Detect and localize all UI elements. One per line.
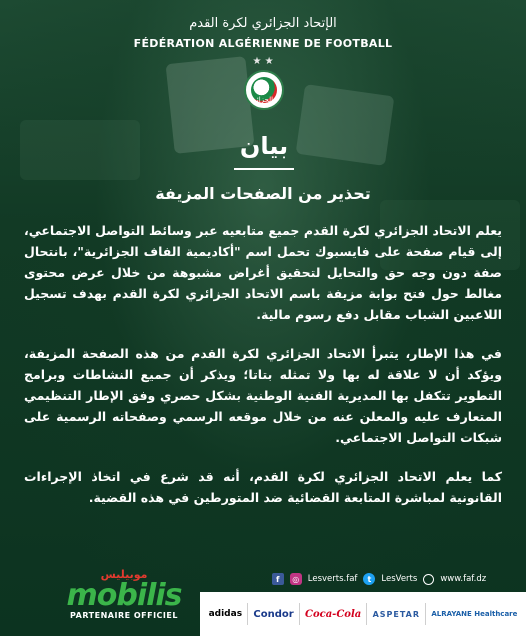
logo-caption: الجزائر (252, 96, 274, 104)
facebook-icon[interactable]: f (272, 573, 284, 585)
sponsor-alrayane: ALRAYANE Healthcare (431, 610, 518, 618)
twitter-icon[interactable]: t (363, 573, 375, 585)
statement-paragraph: في هذا الإطار، يتبرأ الاتحاد الجزائري لكرة القدم من هذه الصفحة المزيفة، ويؤكد أن لا علاقة له بها ولا تمثله بتاتا؛ ويذكر أن جميع النشاطات وبرامج التطوير تتكفل بها المديرية الفنية الوطنية بشكل حصري وفق الإطار التنظيمي المتعارف عليه والمعلن عنه من خلال موقعه الرسمي وصفحاته الرسمية على شبكات التواصل الاجتماعي. (24, 346, 502, 445)
divider (425, 603, 426, 625)
federation-name-french: FÉDÉRATION ALGÉRIENNE DE FOOTBALL (133, 37, 393, 50)
background-shape (20, 120, 140, 180)
social-bar (238, 570, 520, 588)
divider (247, 603, 248, 625)
footer (0, 566, 526, 636)
title-underline (234, 168, 294, 170)
sponsor-adidas: adidas (208, 609, 243, 619)
mobilis-arabic-text: موبيليس (100, 568, 148, 581)
faf-logo-icon (244, 70, 284, 110)
sponsor-strip (200, 592, 526, 636)
divider (366, 603, 367, 625)
instagram-icon[interactable]: ◎ (290, 573, 302, 585)
stars-icon: ★ ★ (252, 56, 274, 67)
mobilis-wordmark: mobilis (66, 578, 182, 613)
partner-label: PARTENAIRE OFFICIEL (70, 611, 178, 620)
statement-body (24, 220, 502, 508)
sponsor-coca-cola: Coca-Cola (304, 608, 362, 620)
page-subtitle: تحذير من الصفحات المزيفة (155, 184, 371, 203)
sponsor-aspetar: ASPETAR (372, 609, 421, 619)
statement-paragraph: يعلم الاتحاد الجزائري لكرة القدم جميع متابعيه عبر وسائط التواصل الاجتماعي، إلى قيام صفحة على فايسبوك تحمل اسم "أكاديمية الفاف الجزائرية"، بانتحال صفة دون وجه حق والتحايل لتحقيق أغراض مشبوهة من خلال عرض محتوى مغالط حول فتح بوابة مزيفة باسم الاتحاد الجزائري لكرة القدم بهدف تسجيل اللاعبين الشباب مقابل دفع رسوم مالية. (24, 223, 502, 322)
social-handle[interactable]: Lesverts.faf (307, 574, 358, 584)
twitter-handle[interactable]: LesVerts (381, 574, 418, 584)
globe-icon[interactable] (423, 574, 434, 585)
statement-paragraph: كما يعلم الاتحاد الجزائري لكرة القدم، أنه قد شرع في اتخاذ الإجراءات القانونية لمباشرة المتابعة القضائية ضد المتورطين في هذه القضية. (24, 469, 502, 505)
page-title: بيان (239, 132, 289, 160)
mobilis-partner-logo (58, 568, 190, 628)
sponsor-condor: Condor (253, 608, 294, 620)
federation-name-arabic: الإتحاد الجزائري لكرة القدم (189, 16, 337, 31)
website-link[interactable]: www.faf.dz (440, 574, 487, 584)
divider (299, 603, 300, 625)
